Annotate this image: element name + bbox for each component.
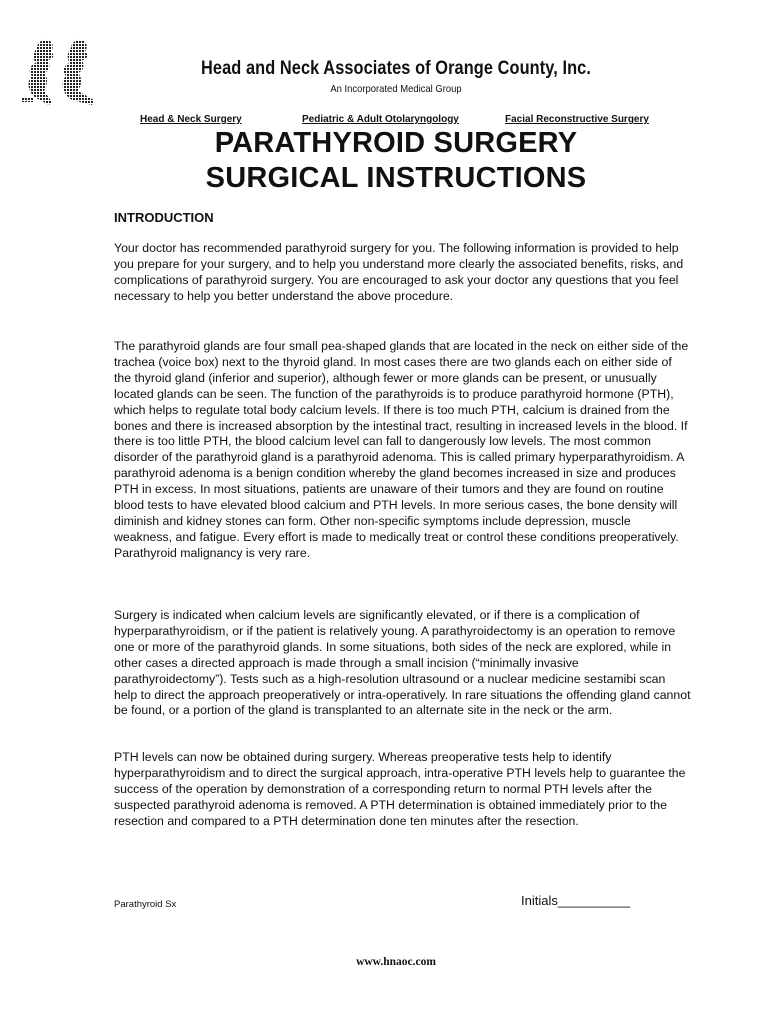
introduction-heading: INTRODUCTION — [114, 210, 214, 225]
intro-paragraph-4: PTH levels can now be obtained during surgery. Whereas preoperative tests help to identify hyperparathyroidism and to direct the surgical approach, intra-operative PTH levels help to guarantee the success of the operation by demonstration of a corresponding return to normal PTH levels after the suspected parathyroid adenoma is removed. A PTH determination is obtained immediately prior to the resection and compared to a PTH determination done ten minutes after the resection. — [114, 750, 686, 828]
document-title-line-2: SURGICAL INSTRUCTIONS — [205, 162, 587, 194]
organization-name: Head and Neck Associates of Orange County, Inc. — [201, 58, 591, 79]
specialties-bar — [140, 114, 653, 128]
intro-paragraph-2: The parathyroid glands are four small pea-shaped glands that are located in the neck on either side of the trachea (voice box) next to the thyroid gland. In most cases there are two glands each on either side of the thyroid gland (inferior and superior), although fewer or more glands can be present, or unusually located glands can be seen. The function of the parathyroids is to produce parathyroid hormone (PTH), which helps to regulate total body calcium levels. If there is too much PTH, calcium is drained from the bones and there is increased absorption by the intestinal tract, resulting in increased levels in the blood. If there is too little PTH, the blood calcium level can fall to dangerously low levels. The most common disorder of the parathyroid gland is a parathyroid adenoma. This is called primary hyperparathyroidism. A parathyroid adenoma is a benign condition whereby the gland becomes increased in size and produces PTH in excess. In most situations, patients are unaware of their tumors and they are found on routine blood tests to have elevated blood calcium and PTH levels. In more serious cases, the bone density will diminish and kidney stones can form. Other non-specific symptoms include depression, muscle weakness, and fatigue. Every effort is made to medically treat or control these conditions preoperatively. Parathyroid malignancy is very rare. — [114, 339, 689, 560]
specialty-facial-reconstructive: Facial Reconstructive Surgery — [505, 114, 649, 125]
organization-subtitle: An Incorporated Medical Group — [330, 83, 462, 95]
specialty-head-neck-surgery: Head & Neck Surgery — [140, 114, 242, 125]
initials-field: Initials__________ — [521, 893, 631, 908]
intro-paragraph-3: Surgery is indicated when calcium levels are significantly elevated, or if there is a complication of hyperparathyroidism, or if the patient is relatively young. A parathyroidectomy is an operation to remove one or more of the parathyroid glands. In some situations, both sides of the neck are explored, while in other cases a directed approach is made through a small incision (“minimally invasive parathyroidectomy”). Tests such as a high-resolution ultrasound or a nuclear medicine sestamibi scan help to direct the approach preoperatively or intra-operatively. In rare situations the offending gland cannot be found, or a portion of the gland is transplanted to an alternate site in the neck or the arm. — [114, 608, 691, 718]
footer-document-label: Parathyroid Sx — [114, 899, 177, 910]
specialty-otolaryngology: Pediatric & Adult Otolaryngology — [302, 114, 459, 125]
footer-website-url: www.hnaoc.com — [356, 956, 436, 968]
intro-paragraph-1: Your doctor has recommended parathyroid surgery for you. The following information is provided to help you prepare for your surgery, and to help you understand more clearly the associated benefits, risks, and complications of parathyroid surgery. You are encouraged to ask your doctor any questions that you feel necessary to help you better understand the above procedure. — [114, 241, 684, 303]
document-title-line-1: PARATHYROID SURGERY — [214, 127, 578, 159]
